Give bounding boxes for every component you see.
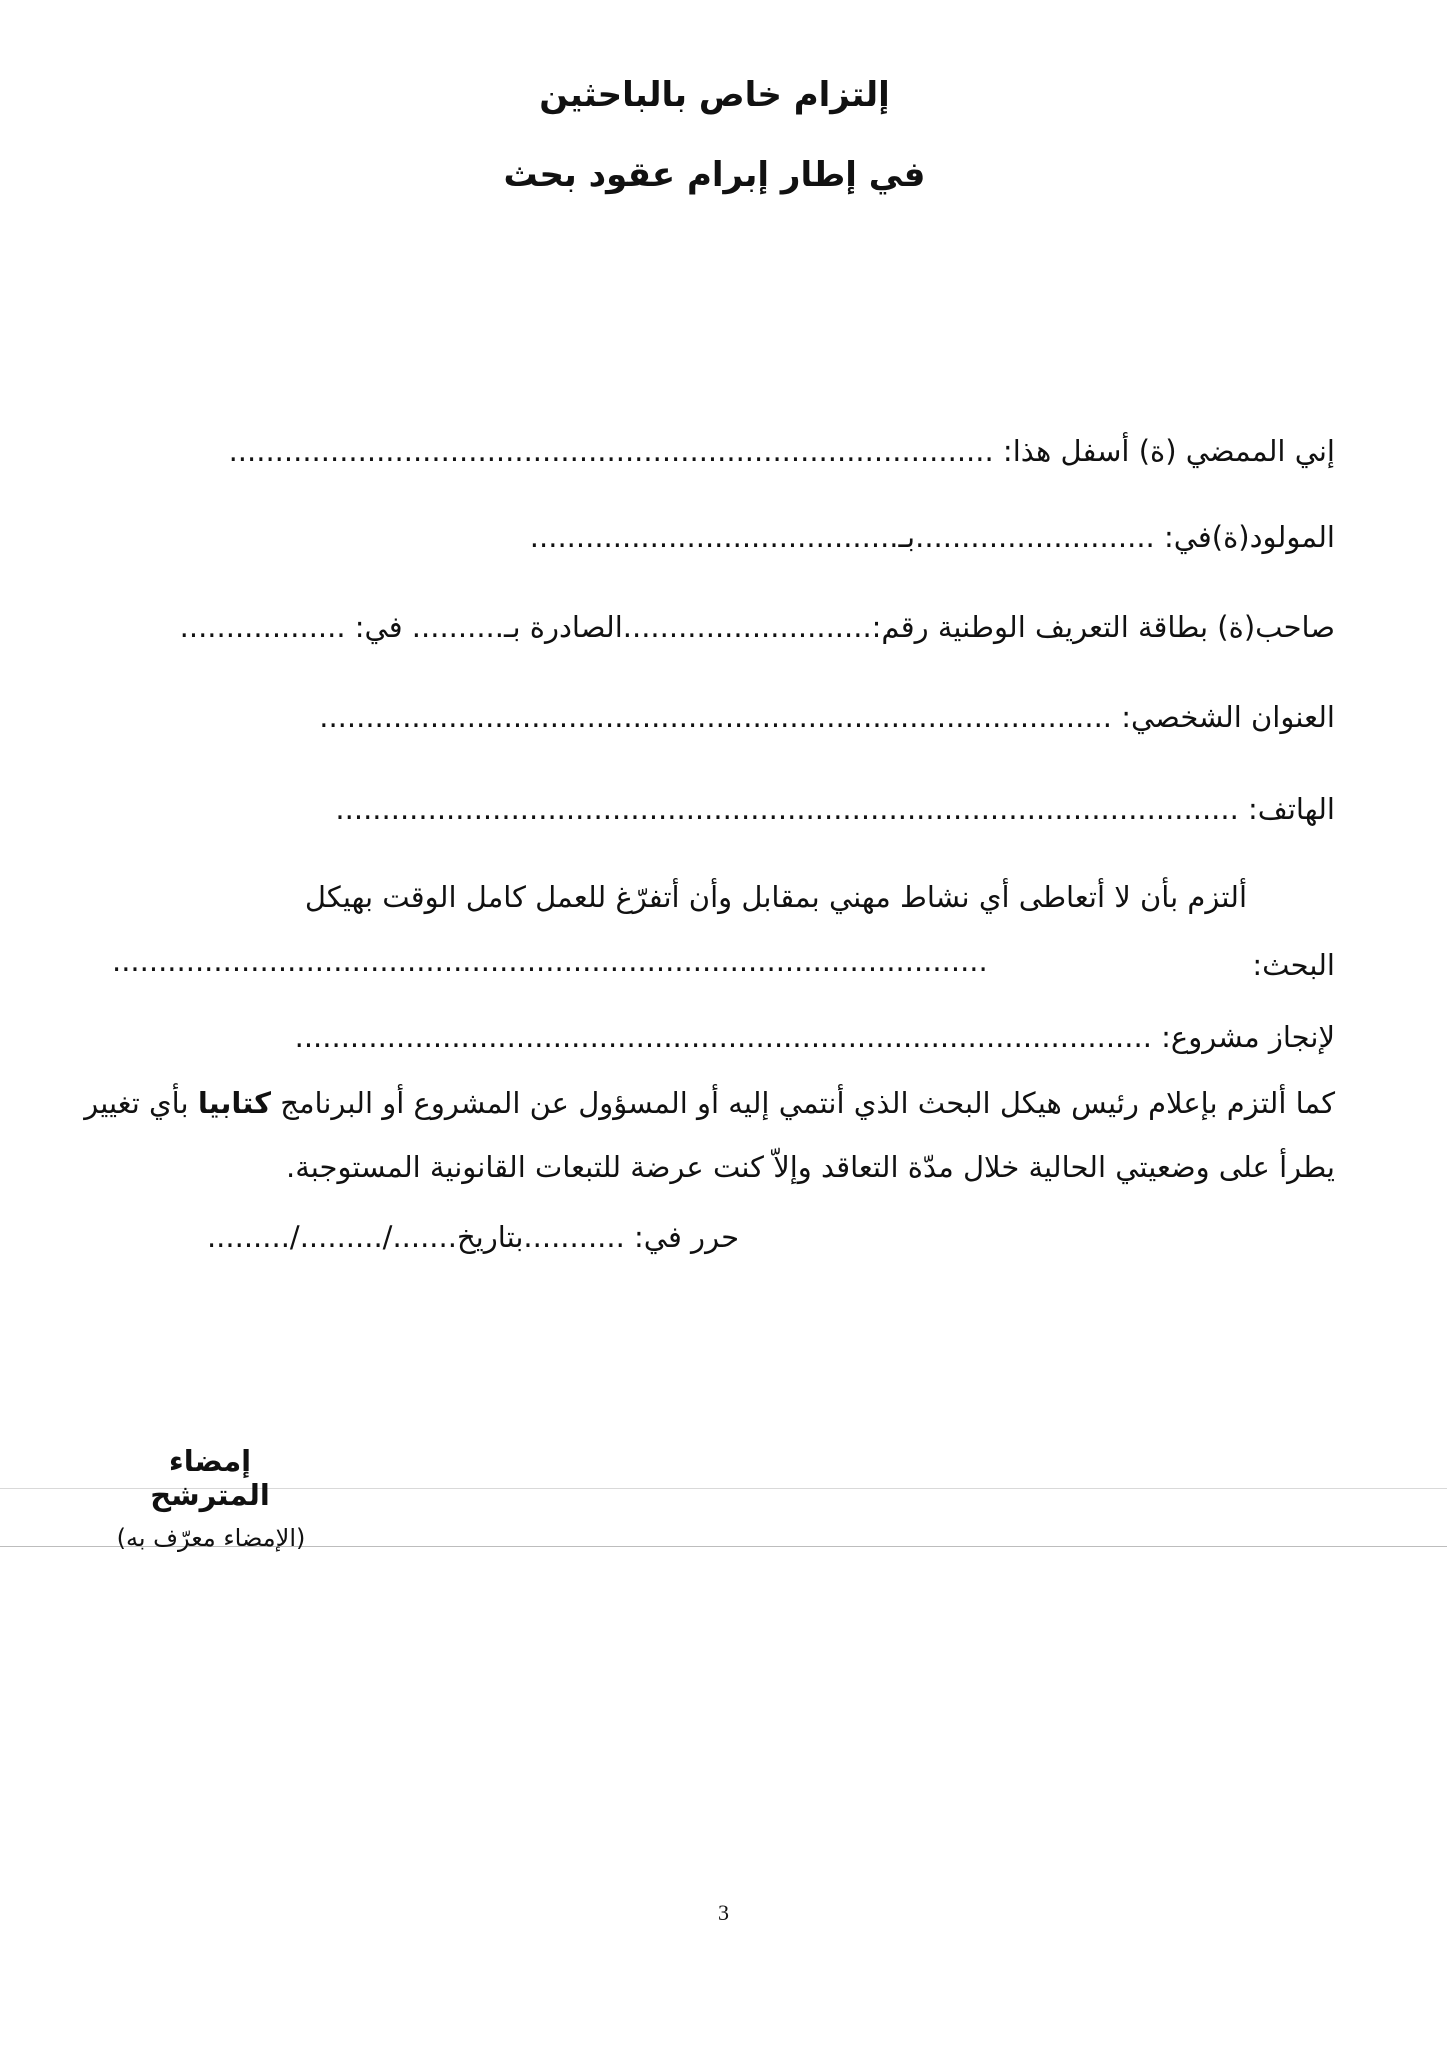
signature-note: (الإمضاء معرّف به) [116, 1524, 306, 1552]
project-field: لإنجاز مشروع: ............................................................................................. [294, 1020, 1335, 1054]
phone-field: الهاتف: .................................................................................................. [335, 792, 1335, 826]
notify-text-start: كما ألتزم بإعلام رئيس هيكل البحث الذي أنتمي إليه أو المسؤول عن المشروع أو البرنامج [280, 1086, 1335, 1120]
document-subtitle: في إطار إبرام عقود بحث [503, 155, 926, 195]
notify-bold-word: كتابيا [197, 1086, 272, 1120]
commitment-line: ألتزم بأن لا أتعاطى أي نشاط مهني بمقابل وأن أتفرّغ للعمل كامل الوقت بهيكل [304, 880, 1247, 914]
signatory-field [229, 434, 1335, 469]
signatory-label: إني الممضي (ة) أسفل هذا: [1002, 434, 1335, 468]
id-card-field: صاحب(ة) بطاقة التعريف الوطنية رقم:...........................الصادرة بـ.......... في: .................. [179, 610, 1335, 644]
research-dots: ............................................................................................... [112, 944, 988, 978]
notify-text-end: بأي تغيير [84, 1086, 189, 1120]
document-title: إلتزام خاص بالباحثين [539, 75, 890, 115]
birth-field: المولود(ة)في: ..........................بـ........................................ [529, 520, 1335, 554]
written-at-field: حرر في: ...........بتاريخ......./........./......... [206, 1220, 739, 1254]
address-field: العنوان الشخصي: ...................................................................................... [319, 700, 1335, 734]
research-label: البحث: [1252, 948, 1335, 982]
notify-line-2: يطرأ على وضعيتي الحالية خلال مدّة التعاقد وإلاّ كنت عرضة للتبعات القانونية المستوجبة. [286, 1150, 1335, 1184]
signature-title: إمضاء المترشح [150, 1444, 270, 1512]
signatory-dots: ................................................................................... [228, 434, 994, 468]
notify-line [84, 1086, 1335, 1121]
page-number: 3 [718, 1900, 729, 1925]
